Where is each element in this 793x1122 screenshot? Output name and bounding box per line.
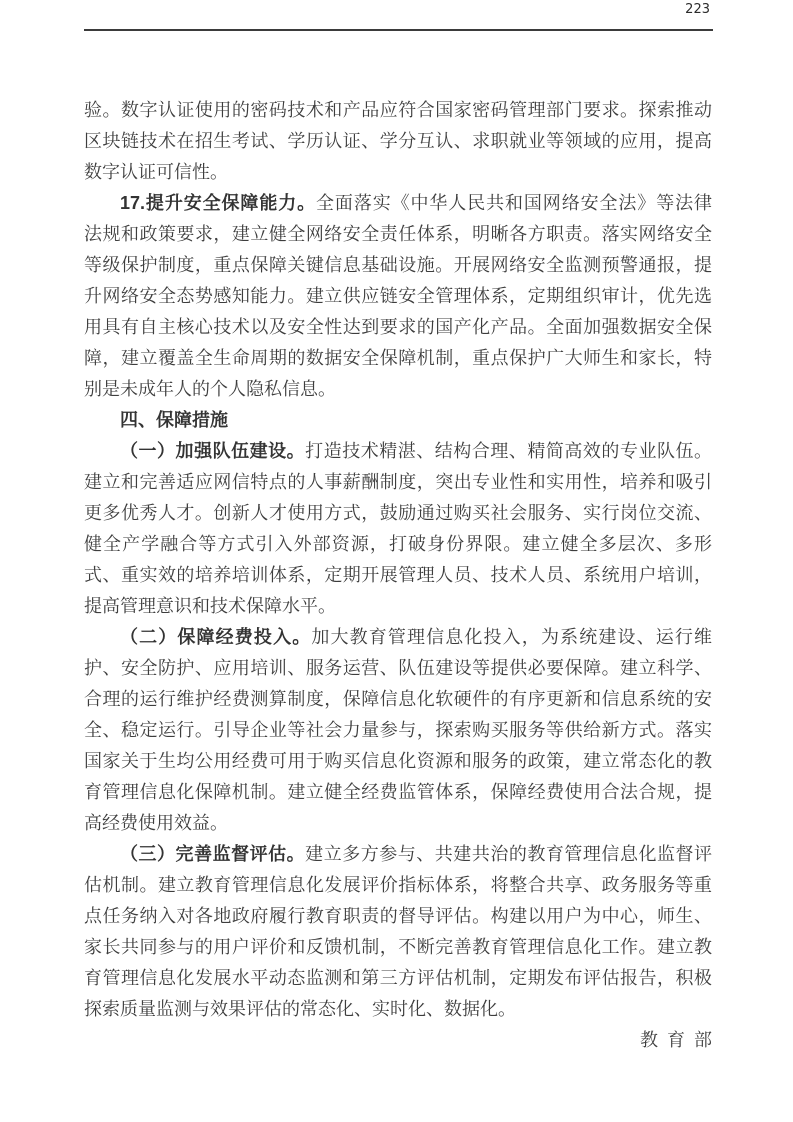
text-line (84, 219, 712, 250)
text-line (84, 870, 712, 901)
text-line (84, 95, 712, 126)
paragraph-text: 区块链技术在招生考试、学历认证、学分互认、求职就业等领域的应用，提高 (84, 131, 712, 151)
text-line (84, 529, 712, 560)
paragraph-text: 等级保护制度，重点保障关键信息基础设施。开展网络安全监测预警通报，提 (84, 255, 712, 275)
page-number: 223 (685, 2, 710, 17)
paragraph-text: 用具有自主核心技术以及安全性达到要求的国产化产品。全面加强数据安全保 (84, 317, 712, 337)
text-line (84, 157, 712, 188)
paragraph-text: 加大教育管理信息化投入，为系统建设、运行维 (311, 627, 713, 647)
paragraph-text: 育管理信息化发展水平动态监测和第三方评估机制，定期发布评估报告，积极 (84, 968, 712, 988)
paragraph-lead: （一）加强队伍建设。 (120, 441, 306, 461)
paragraph-text: 全、稳定运行。引导企业等社会力量参与，探索购买服务等供给新方式。落实 (84, 720, 712, 740)
text-line (84, 746, 712, 777)
text-line (84, 343, 712, 374)
text-line (84, 467, 712, 498)
paragraph-text: 验。数字认证使用的密码技术和产品应符合国家密码管理部门要求。探索推动 (84, 100, 712, 120)
paragraph-text: 四、保障措施 (120, 410, 228, 430)
paragraph-text: 育管理信息化保障机制。建立健全经费监管体系，保障经费使用合法合规，提 (84, 782, 712, 802)
paragraph-text: 建立多方参与、共建共治的教育管理信息化监督评 (305, 844, 713, 864)
paragraph-lead: （三）完善监督评估。 (120, 844, 306, 864)
header-rule (84, 29, 713, 31)
text-line (84, 498, 712, 529)
text-line (84, 622, 712, 653)
paragraph-text: 高经费使用效益。 (84, 813, 228, 833)
paragraph-text: 别是未成年人的个人隐私信息。 (84, 379, 336, 399)
paragraph-text: 护、安全防护、应用培训、服务运营、队伍建设等提供必要保障。建立科学、 (84, 658, 712, 678)
text-line (84, 777, 712, 808)
paragraph-text: 国家关于生均公用经费可用于购买信息化资源和服务的政策，建立常态化的教 (84, 751, 712, 771)
paragraph-text: 全面落实《中华人民共和国网络安全法》等法律 (316, 193, 712, 213)
paragraph-text: 升网络安全态势感知能力。建立供应链安全管理体系，定期组织审计，优先选 (84, 286, 712, 306)
text-line (84, 839, 712, 870)
paragraph-text: 障，建立覆盖全生命周期的数据安全保障机制，重点保护广大师生和家长，特 (84, 348, 712, 368)
paragraph-lead: 17.提升安全保障能力。 (120, 193, 317, 213)
document-body (84, 95, 721, 1056)
paragraph-text: 更多优秀人才。创新人才使用方式，鼓励通过购买社会服务、实行岗位交流、 (84, 503, 712, 523)
text-line (84, 808, 712, 839)
text-line (84, 684, 712, 715)
text-line (84, 250, 712, 281)
paragraph-text: 数字认证可信性。 (84, 162, 228, 182)
paragraph-text: 探索质量监测与效果评估的常态化、实时化、数据化。 (84, 999, 516, 1019)
paragraph-text: 合理的运行维护经费测算制度，保障信息化软硬件的有序更新和信息系统的安 (84, 689, 712, 709)
paragraph-text: 健全产学融合等方式引入外部资源，打破身份界限。建立健全多层次、多形 (84, 534, 712, 554)
text-line (84, 591, 712, 622)
text-line (84, 281, 712, 312)
paragraph-text: 打造技术精湛、结构合理、精简高效的专业队伍。 (305, 441, 713, 461)
paragraph-text: 家长共同参与的用户评价和反馈机制，不断完善教育管理信息化工作。建立教 (84, 937, 712, 957)
text-line (84, 312, 712, 343)
paragraph-text: 法规和政策要求，建立健全网络安全责任体系，明晰各方职责。落实网络安全 (84, 224, 712, 244)
text-line (84, 188, 712, 219)
text-line (84, 126, 712, 157)
signature: 教育部 (640, 1030, 721, 1050)
paragraph-text: 估机制。建立教育管理信息化发展评价指标体系，将整合共享、政务服务等重 (84, 875, 712, 895)
text-line (84, 405, 712, 436)
paragraph-lead: （二）保障经费投入。 (120, 627, 312, 647)
text-line (84, 374, 712, 405)
paragraph-text: 提高管理意识和技术保障水平。 (84, 596, 336, 616)
paragraph-text: 点任务纳入对各地政府履行教育职责的督导评估。构建以用户为中心，师生、 (84, 906, 712, 926)
text-line (84, 653, 712, 684)
text-line (84, 436, 712, 467)
text-line (84, 963, 712, 994)
paragraph-text: 建立和完善适应网信特点的人事薪酬制度，突出专业性和实用性，培养和吸引 (84, 472, 712, 492)
text-line (84, 994, 712, 1025)
text-line (84, 560, 712, 591)
paragraph-text: 式、重实效的培养培训体系，定期开展管理人员、技术人员、系统用户培训， (84, 565, 712, 585)
text-line (84, 932, 712, 963)
text-line (84, 715, 712, 746)
text-line (84, 901, 712, 932)
